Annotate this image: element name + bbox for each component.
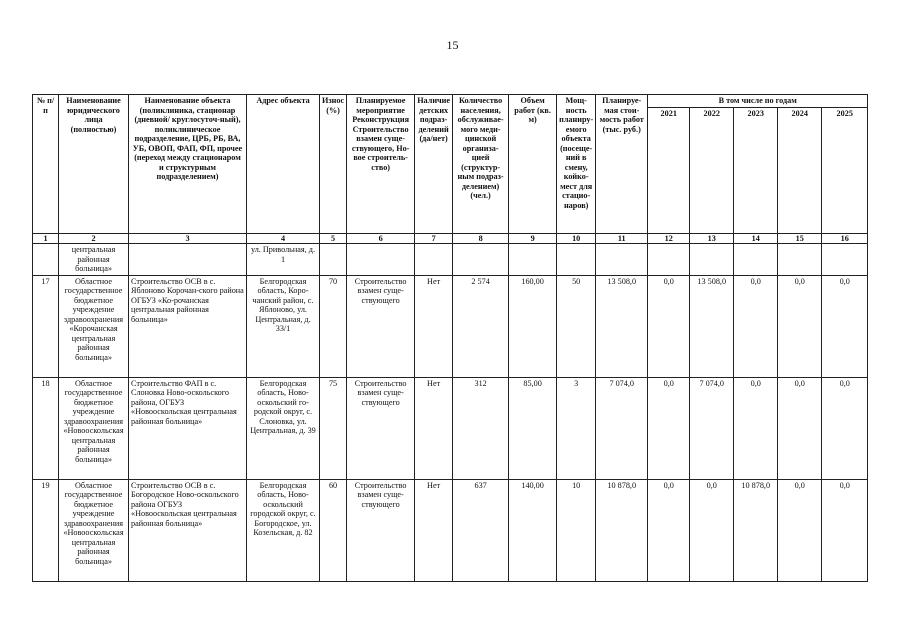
row-capacity: 50 [557, 275, 596, 377]
header-children: Наличие детских подраз-делений (да/нет) [415, 95, 453, 234]
row-cost: 13 508,0 [596, 275, 648, 377]
objects-table [32, 94, 868, 582]
row-address: Белгородская область, Коро-чанский район, с. Яблоново, ул. Центральная, д. 33/1 [247, 275, 320, 377]
table-row [33, 275, 868, 377]
header-year-2025: 2025 [822, 107, 868, 233]
row-volume: 85,00 [509, 377, 557, 479]
row-2024: 0,0 [778, 275, 822, 377]
row-capacity: 3 [557, 377, 596, 479]
header-legal-name: Наименование юридического лица (полностью) [59, 95, 129, 234]
col-num-13: 13 [690, 233, 734, 244]
header-population: Количество населения, обслуживае-мого меди-цинской организа-цией (структур-ным подраз-делением) (чел.) [453, 95, 509, 234]
row-activity: Строительство взамен суще-ствующего [347, 275, 415, 377]
row-2022: 13 508,0 [690, 275, 734, 377]
row-activity: Строительство взамен суще-ствующего [347, 479, 415, 581]
row-cost: 7 074,0 [596, 377, 648, 479]
col-num-4: 4 [247, 233, 320, 244]
row-population: 637 [453, 479, 509, 581]
col-num-11: 11 [596, 233, 648, 244]
row-wear: 70 [320, 275, 347, 377]
row-2022: 7 074,0 [690, 377, 734, 479]
row-2024: 0,0 [778, 377, 822, 479]
header-year-2022: 2022 [690, 107, 734, 233]
row-address: Белгородская область, Ново-оскольский го-родской округ, с. Слоновка, ул. Центральная, д. 39 [247, 377, 320, 479]
row-2023: 0,0 [734, 275, 778, 377]
header-year-2023: 2023 [734, 107, 778, 233]
row-activity: Строительство взамен суще-ствующего [347, 377, 415, 479]
header-by-years: В том числе по годам [648, 95, 868, 108]
header-volume: Объем работ (кв. м) [509, 95, 557, 234]
table-row [33, 479, 868, 581]
row-2025: 0,0 [822, 479, 868, 581]
row-2025: 0,0 [822, 275, 868, 377]
row-2023: 10 878,0 [734, 479, 778, 581]
header-object-name: Наименование объекта (поликлиника, стационар (дневной/ круглосуточ-ный), поликлиническое подразделение, ЦРБ, РБ, ВА, УБ, ОВОП, ФАП, ФП, прочее (переход между стационаром и структурным подразделением) [129, 95, 247, 234]
header-cost: Планируе-мая стои-мость работ (тыс. руб.) [596, 95, 648, 234]
col-num-5: 5 [320, 233, 347, 244]
header-num: № п/п [33, 95, 59, 234]
row-children: Нет [415, 479, 453, 581]
col-num-12: 12 [648, 233, 690, 244]
row-object-name: Строительство ОСВ в с. Богородское Ново-оскольского района ОГБУЗ «Новооскольская центральная районная больница» [129, 479, 247, 581]
col-num-16: 16 [822, 233, 868, 244]
row-address: Белгородская область, Ново-оскольский городской округ, с. Богородское, ул. Козельская, д. 82 [247, 479, 320, 581]
row-legal-name: Областное государственное бюджетное учреждение здравоохранения «Корочанская центральная районная больница» [59, 275, 129, 377]
row-children: Нет [415, 275, 453, 377]
row-2023: 0,0 [734, 377, 778, 479]
col-num-1: 1 [33, 233, 59, 244]
continuation-address: ул. Привольная, д. 1 [247, 244, 320, 276]
row-legal-name: Областное государственное бюджетное учреждение здравоохранения «Новооскольская центральная районная больница» [59, 479, 129, 581]
col-num-15: 15 [778, 233, 822, 244]
col-num-6: 6 [347, 233, 415, 244]
col-num-3: 3 [129, 233, 247, 244]
col-num-7: 7 [415, 233, 453, 244]
row-num: 17 [33, 275, 59, 377]
row-object-name: Строительство ОСВ в с. Яблоново Корочан-ского района ОГБУЗ «Ко-рочанская центральная районная больница» [129, 275, 247, 377]
header-activity: Планируемое мероприятие Реконструкция Строительство взамен суще-ствующего, Но-вое строитель-ство) [347, 95, 415, 234]
row-2022: 0,0 [690, 479, 734, 581]
row-capacity: 10 [557, 479, 596, 581]
header-wear: Износ (%) [320, 95, 347, 234]
row-num: 19 [33, 479, 59, 581]
header-row [33, 95, 868, 108]
col-num-9: 9 [509, 233, 557, 244]
row-wear: 60 [320, 479, 347, 581]
table-row [33, 377, 868, 479]
row-2021: 0,0 [648, 377, 690, 479]
row-wear: 75 [320, 377, 347, 479]
continuation-legal-name: центральная районная больница» [59, 244, 129, 276]
row-cost: 10 878,0 [596, 479, 648, 581]
row-volume: 160,00 [509, 275, 557, 377]
column-number-row [33, 233, 868, 244]
page-number: 15 [446, 38, 459, 52]
row-object-name: Строительство ФАП в с. Слоновка Ново-оскольского района, ОГБУЗ «Новооскольская центральная районная больница» [129, 377, 247, 479]
col-num-10: 10 [557, 233, 596, 244]
header-capacity: Мощ-ность планиру-емого объекта (посеще-ний в смену, койко-мест для стацио-наров) [557, 95, 596, 234]
row-population: 2 574 [453, 275, 509, 377]
row-num: 18 [33, 377, 59, 479]
row-2021: 0,0 [648, 275, 690, 377]
col-num-14: 14 [734, 233, 778, 244]
row-children: Нет [415, 377, 453, 479]
col-num-2: 2 [59, 233, 129, 244]
row-volume: 140,00 [509, 479, 557, 581]
row-2024: 0,0 [778, 479, 822, 581]
row-population: 312 [453, 377, 509, 479]
row-legal-name: Областное государственное бюджетное учреждение здравоохранения «Новооскольская центральная районная больница» [59, 377, 129, 479]
header-address: Адрес объекта [247, 95, 320, 234]
header-year-2021: 2021 [648, 107, 690, 233]
row-2021: 0,0 [648, 479, 690, 581]
header-year-2024: 2024 [778, 107, 822, 233]
row-2025: 0,0 [822, 377, 868, 479]
continuation-row [33, 244, 868, 276]
col-num-8: 8 [453, 233, 509, 244]
